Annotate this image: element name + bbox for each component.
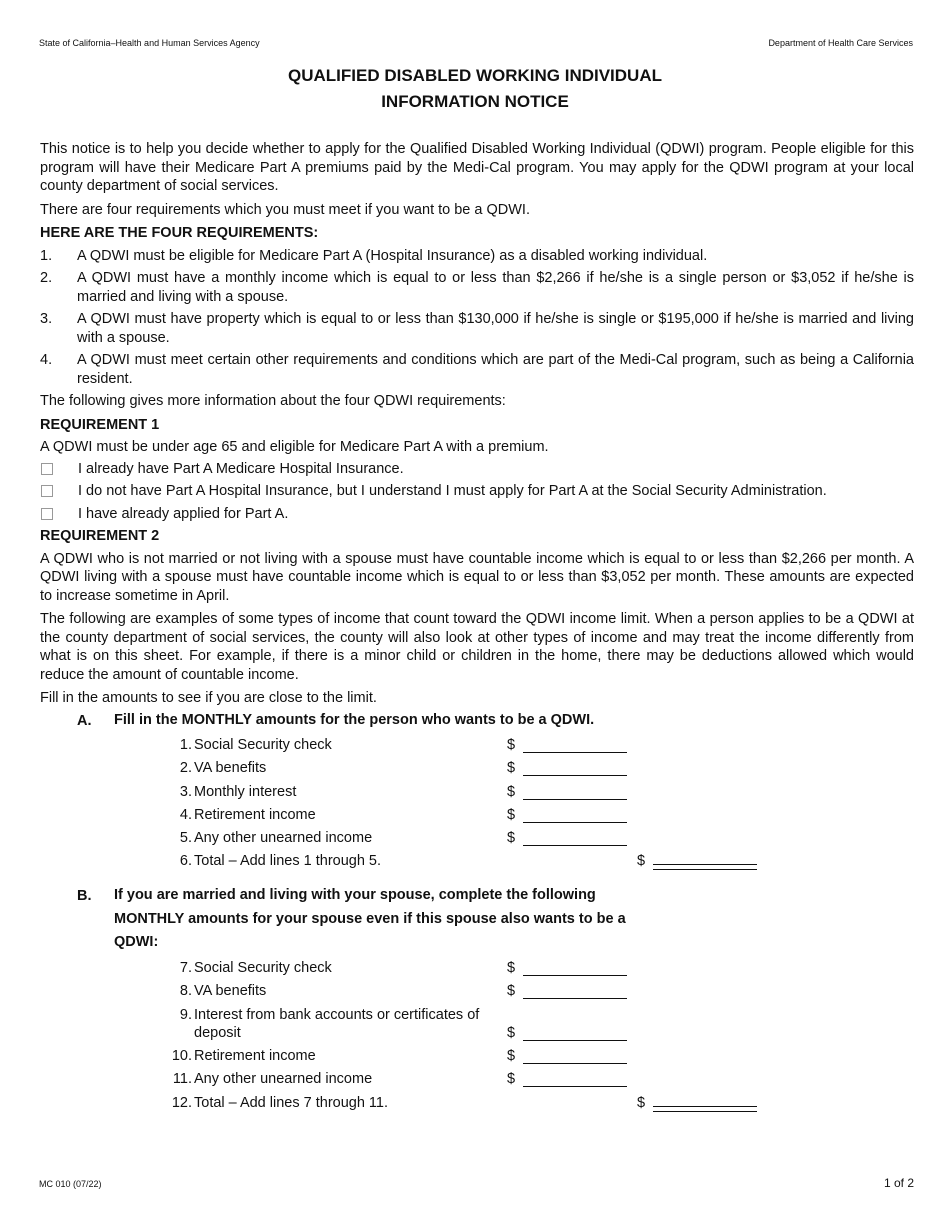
line-label: Retirement income [194,806,316,823]
intro-requirements-sentence: There are four requirements which you must meet if you want to be a QDWI. [40,201,530,218]
requirement-item [40,351,914,388]
income-line [40,959,914,982]
option-must-apply-part-a[interactable] [40,482,914,501]
page-title-line1: QUALIFIED DISABLED WORKING INDIVIDUAL [288,66,662,85]
line-number: 3. [179,783,192,800]
requirement-item [40,247,914,266]
requirement-item [40,269,914,306]
line-label: Any other unearned income [194,1071,373,1088]
amount-field[interactable] [523,775,627,776]
fill-in-instruction: Fill in the amounts to see if you are close to the limit. [40,690,377,706]
amount-field[interactable] [523,845,627,846]
section-b [40,887,914,1116]
requirement-1-text: A QDWI must be under age 65 and eligible for Medicare Part A with a premium. [40,439,549,455]
line-label: Interest from bank accounts or certificates of deposit [194,1006,480,1042]
page-number: 1 of 2 [883,1176,914,1190]
requirement-text: A QDWI must have property which is equal to or less than $130,000 if he/she is single or $195,000 if he/she is married and living with a spouse. [77,311,914,346]
amount-field[interactable] [523,998,627,999]
dollar-sign: $ [507,783,516,800]
amount-field[interactable] [523,975,627,976]
line-number: 5. [179,830,192,847]
income-line [40,982,914,1005]
dollar-sign: $ [507,830,516,847]
line-number: 2. [179,760,192,777]
section-a-heading [77,712,914,733]
line-label: Monthly interest [194,783,297,800]
section-heading-text: Fill in the MONTHLY amounts for the person who wants to be a QDWI. [114,711,595,728]
line-number: 1. [179,737,192,753]
option-label: I do not have Part A Hospital Insurance, but I understand I must apply for Part A at the Social Security Administration. [78,483,827,499]
line-number: 4. [179,806,192,823]
dollar-sign: $ [507,737,516,753]
checkbox[interactable] [41,508,53,520]
income-line [40,1070,914,1093]
line-label: Social Security check [194,959,332,976]
requirement-1-heading: REQUIREMENT 1 [40,416,160,433]
amount-field[interactable] [523,799,627,800]
requirement-text: A QDWI must be eligible for Medicare Part A (Hospital Insurance) as a disabled working individual. [77,247,708,264]
line-label: VA benefits [194,983,267,1000]
requirement-number: 1. [40,247,53,264]
line-number: 8. [179,983,192,1000]
dollar-sign: $ [507,983,516,1000]
line-label: Any other unearned income [194,830,373,847]
dollar-sign: $ [507,806,516,823]
requirement-item [40,310,914,347]
dollar-sign: $ [507,959,516,976]
income-line [40,1006,914,1048]
line-label: Social Security check [194,737,332,753]
requirement-text: A QDWI must meet certain other requirements and conditions which are part of the Medi-Cal program, such as being a California resident. [77,352,914,387]
agency-header: State of California–Health and Human Services Agency [39,38,260,48]
requirement-number: 4. [40,352,53,368]
line-label: Total – Add lines 1 through 5. [194,853,382,870]
income-line [40,759,914,782]
option-already-applied-part-a[interactable] [40,505,914,524]
income-line [40,829,914,852]
total-line [40,852,914,883]
requirements-heading: HERE ARE THE FOUR REQUIREMENTS: [40,225,319,241]
total-amount-field[interactable] [653,864,757,870]
page-title-line2: INFORMATION NOTICE [381,92,569,111]
amount-field[interactable] [523,1086,627,1087]
income-line [40,806,914,829]
dollar-sign: $ [507,1048,516,1065]
dollar-sign: $ [507,1024,516,1041]
amount-field[interactable] [523,1063,627,1064]
option-label: I have already applied for Part A. [78,505,289,522]
section-letter: B. [77,888,92,905]
department-header: Department of Health Care Services [768,38,913,48]
section-heading-text: If you are married and living with your spouse, complete the following MONTHLY amounts for your spouse even if this spouse also wants to be a QDWI: [114,887,626,951]
line-number: 12. [171,1094,192,1111]
total-line [40,1094,914,1117]
income-line [40,1047,914,1070]
total-amount-field[interactable] [653,1106,757,1112]
intro-paragraph: This notice is to help you decide whether to apply for the Qualified Disabled Working Individual (QDWI) program. People eligible for this program will have their Medicare Part A premiums paid by the Medi-Cal program. You may apply for the QDWI program at your local county department of social services. [40,141,914,194]
amount-field[interactable] [523,1040,627,1041]
line-number: 11. [172,1071,192,1088]
option-already-have-part-a[interactable] [40,460,914,479]
option-label: I already have Part A Medicare Hospital Insurance. [78,460,404,477]
section-b-heading [77,887,914,955]
dollar-sign: $ [507,760,516,777]
line-label: Retirement income [194,1048,316,1065]
notice-body [40,140,914,1117]
dollar-sign: $ [637,853,646,870]
requirements-followup: The following gives more information about the four QDWI requirements: [40,393,506,409]
dollar-sign: $ [637,1094,646,1111]
requirement-number: 3. [40,311,53,327]
amount-field[interactable] [523,822,627,823]
dollar-sign: $ [507,1071,516,1088]
amount-field[interactable] [523,752,627,753]
form-id: MC 010 (07/22) [39,1179,102,1189]
line-number: 6. [179,853,192,870]
income-line [40,736,914,759]
line-number: 10. [171,1048,192,1065]
checkbox[interactable] [41,463,53,475]
line-number: 7. [179,959,192,976]
income-examples-paragraph: The following are examples of some types of income that count toward the QDWI income limit. When a person applies to be a QDWI at the county department of social services, the county will also look at other types of income and may treat the income differently from what is on this sheet. For example, if there is a minor child or children in the home, there may be deductions allowed which would reduce the amount of countable income. [40,611,914,683]
checkbox[interactable] [41,485,53,497]
line-label: VA benefits [194,760,267,777]
requirement-text: A QDWI must have a monthly income which is equal to or less than $2,266 if he/she is a single person or $3,052 if he/she is married and living with a spouse. [77,270,914,305]
requirement-2-heading: REQUIREMENT 2 [40,528,160,544]
income-line [40,783,914,806]
requirement-2-paragraph: A QDWI who is not married or not living with a spouse must have countable income which is equal to or less than $2,266 per month. A QDWI living with a spouse must have countable income which is equal to or less than $3,052 per month. These amounts are expected to increase sometime in April. [40,550,914,604]
line-label: Total – Add lines 7 through 11. [194,1094,389,1111]
line-number: 9. [179,1006,192,1023]
section-letter: A. [77,712,92,729]
requirement-number: 2. [40,270,53,286]
section-a [40,712,914,884]
